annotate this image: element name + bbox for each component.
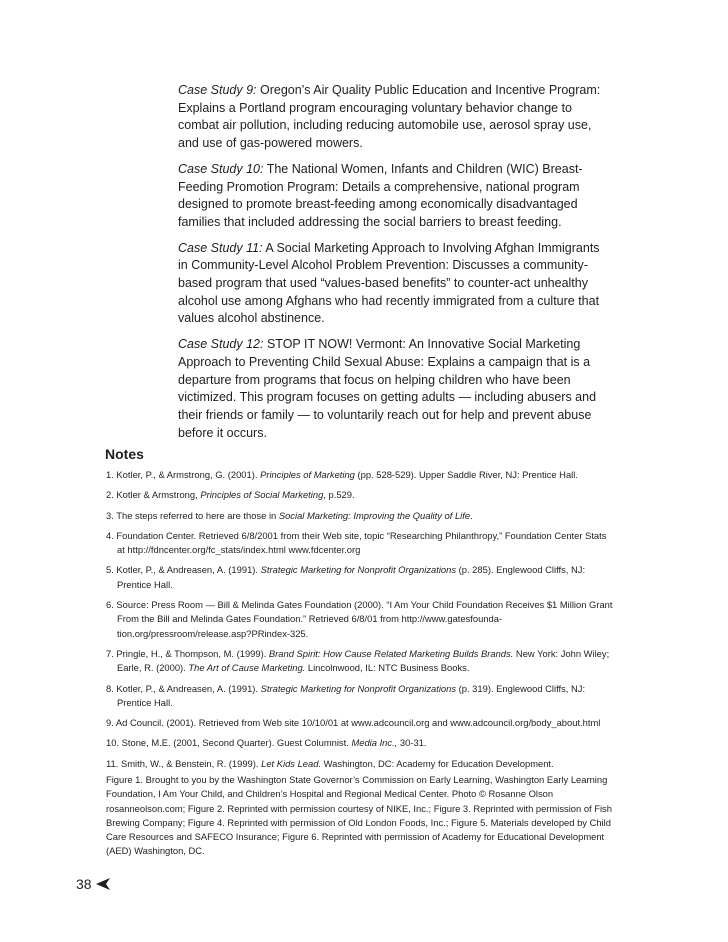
- page-number: 38: [76, 876, 92, 892]
- note-4: 4. Foundation Center. Retrieved 6/8/2001 from their Web site, topic “Researching Philanthropy,” Foundation Center Stats at http://fdncenter.org/fc_stats/index.html www.fdcenter.org: [106, 529, 607, 556]
- note-2: 2. Kotler & Armstrong, Principles of Social Marketing, p.529.: [106, 489, 355, 501]
- note-3: 3. The steps referred to here are those in Social Marketing: Improving the Quality of Life.: [106, 509, 473, 521]
- case-study-12: Case Study 12: STOP IT NOW! Vermont: An Innovative Social Marketing Approach to Preventing Child Sexual Abuse: Explains a campaign that is a departure from programs that focus on helping children who have been victimized. This program focuses on getting adults — including abusers and their friends or family — to voluntarily reach out for help and prevent abuse before it occurs.: [178, 337, 597, 440]
- page-footer: [76, 876, 111, 892]
- note-7: 7. Pringle, H., & Thompson, M. (1999). Brand Spirit: How Cause Related Marketing Builds Brands. New York: John Wiley; Earle, R. (2000). The Art of Cause Marketing. Lincolnwood, IL: NTC Business Books.: [106, 647, 610, 674]
- note-11: 11. Smith, W., & Benstein, R. (1999). Let Kids Lead. Washington, DC: Academy for Education Development.: [106, 757, 554, 769]
- figure-credits: Figure 1. Brought to you by the Washington State Governor’s Commission on Early Learning, Washington Early Learning Foundation, I Am Your Child, and Children’s Hospital and Regional Medical Center. Photo © Rosanne Olson rosanneolson.com; Figure 2. Reprinted with permission courtesy of NIKE, Inc.; Figure 3. Reprinted with permission of Fish Brewing Company; Figure 4. Reprinted with permission of Old London Foods, Inc.; Figure 5. Materials developed by Child Care Resources and SAFECO Insurance; Figure 6. Reprinted with permission of Academy for Educational Development (AED) Washington, DC.: [106, 774, 612, 857]
- note-5: 5. Kotler, P., & Andreasen, A. (1991). Strategic Marketing for Nonprofit Organizations (p. 285). Englewood Cliffs, NJ: Prentice Hall.: [106, 564, 586, 590]
- note-6: 6. Source: Press Room — Bill & Melinda Gates Foundation (2000). “I Am Your Child Foundation Receives $1 Million Grant From the Bill and Melinda Gates Foundation.” Retrieved 6/8/01 from http://www.gatesfounda-tion.org/pressroom/release.asp?PRindex-325.: [106, 599, 613, 639]
- case-study-11: Case Study 11: A Social Marketing Approach to Involving Afghan Immigrants in Community-Level Alcohol Problem Prevention: Discusses a community-based program that used “values-based benefits” to counter-act unhealthy alcohol use among Afghans who had recently immigrated from a culture that values alcohol abstinence.: [178, 240, 600, 326]
- case-study-9: Case Study 9: Oregon’s Air Quality Public Education and Incentive Program: Explains a Portland program encouraging voluntary behavior change to combat air pollution, including reducing automobile use, aerosol spray use, and use of gas-powered mowers.: [178, 83, 601, 151]
- notes-heading: Notes: [105, 446, 144, 462]
- left-arrow-icon: [95, 877, 111, 891]
- note-10: 10. Stone, M.E. (2001, Second Quarter). Guest Columnist. Media Inc., 30-31.: [106, 737, 427, 749]
- note-9: 9. Ad Council. (2001). Retrieved from Web site 10/10/01 at www.adcouncil.org and www.adcouncil.org/body_about.html: [106, 717, 601, 729]
- note-1: 1. Kotler, P., & Armstrong, G. (2001). Principles of Marketing (pp. 528-529). Upper Saddle River, NJ: Prentice Hall.: [106, 469, 578, 480]
- case-studies: [178, 82, 608, 450]
- note-8: 8. Kotler, P., & Andreasen, A. (1991). Strategic Marketing for Nonprofit Organizations (p. 319). Englewood Cliffs, NJ: Prentice Hall.: [106, 682, 586, 708]
- case-study-10: Case Study 10: The National Women, Infants and Children (WIC) Breast-Feeding Promotion Program: Details a comprehensive, national program designed to promote breast-feeding among economically disadvantaged families that included addressing the social barriers to breast feeding.: [178, 161, 583, 229]
- notes-list: [106, 468, 616, 777]
